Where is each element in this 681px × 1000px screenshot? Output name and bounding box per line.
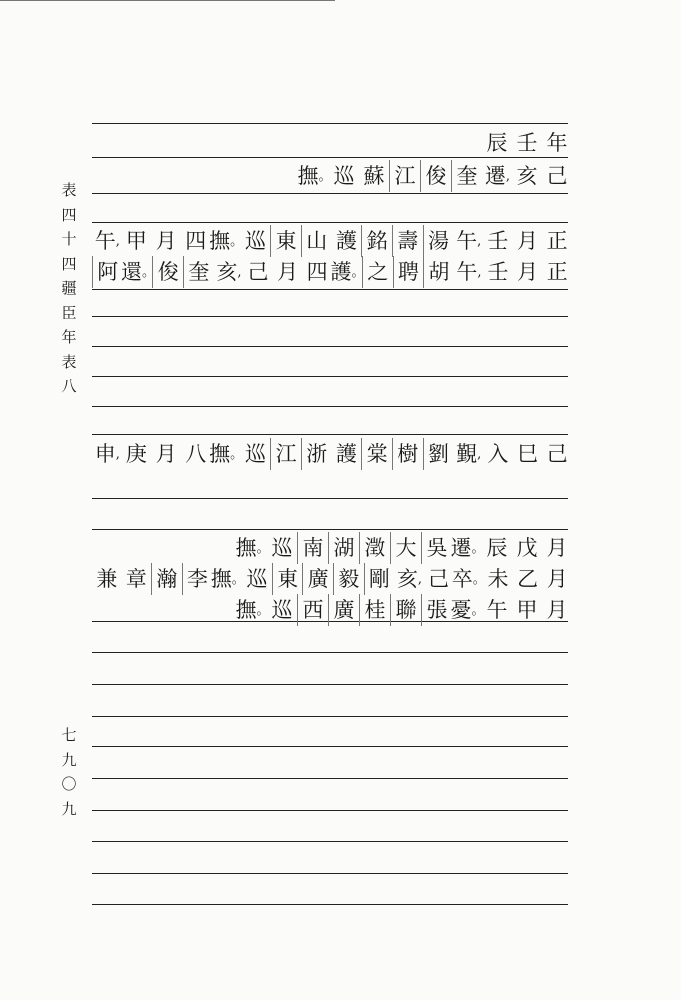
table-cell: 護 。 xyxy=(330,259,364,284)
table-cell: 年 xyxy=(546,130,568,155)
page-number-digit: 七 xyxy=(61,726,77,744)
table-cell: 覲 , xyxy=(456,441,481,466)
table-cell: 大 xyxy=(390,532,421,564)
table-rule xyxy=(92,346,568,347)
table-cell: 兼 xyxy=(96,566,118,591)
table-cell: 遷 , xyxy=(484,163,510,188)
table-cell: 壬 xyxy=(487,228,509,253)
table-cell: 奎 xyxy=(451,160,482,192)
table-cell: 李 xyxy=(182,563,213,595)
table-cell: 月 xyxy=(517,259,539,284)
table-rule xyxy=(92,123,568,124)
table-cell: 甲 xyxy=(516,597,538,622)
table-rule xyxy=(92,778,568,779)
table-cell: 午 , xyxy=(456,259,481,284)
table-cell: 庚 xyxy=(125,441,147,466)
table-cell: 憂 。 xyxy=(450,597,484,622)
table-cell: 樹 xyxy=(392,438,423,470)
table-cell: 八 xyxy=(185,441,207,466)
table-cell: 瀚 xyxy=(151,563,182,595)
table-rule xyxy=(92,289,568,290)
table-cell: 撫 。 xyxy=(209,228,243,253)
table-cell: 壽 xyxy=(392,225,423,257)
table-cell: 俊 xyxy=(152,256,183,288)
table-cell: 劉 xyxy=(423,438,454,470)
table-cell: 遷 。 xyxy=(450,535,484,560)
table-cell: 午 , xyxy=(456,228,481,253)
table-rule xyxy=(92,498,568,499)
table-cell: 剛 xyxy=(364,563,395,595)
table-cell: 西 xyxy=(297,594,328,626)
table-row xyxy=(92,437,572,471)
table-cell: 乙 xyxy=(517,566,539,591)
table-cell: 己 xyxy=(247,259,269,284)
table-cell: 巳 xyxy=(516,441,538,466)
table-cell: 山 xyxy=(301,225,332,257)
margin-title-char: 十 xyxy=(61,230,77,248)
table-rule xyxy=(92,652,568,653)
table-cell: 蘇 xyxy=(363,163,385,188)
table-cell: 月 xyxy=(546,597,568,622)
margin-title-char: 四 xyxy=(61,254,77,273)
table-cell: 入 xyxy=(487,441,509,466)
table-cell: 未 xyxy=(487,566,509,591)
table-row xyxy=(92,562,572,596)
table-row xyxy=(92,255,572,289)
table-cell: 壬 xyxy=(516,130,538,155)
table-rule xyxy=(92,841,568,842)
table-cell: 聯 xyxy=(390,594,421,626)
table-rule xyxy=(92,316,568,317)
table-cell: 壬 xyxy=(487,259,509,284)
table-row xyxy=(92,126,572,160)
top-border-line xyxy=(0,0,335,1)
page-number xyxy=(58,727,80,825)
table-cell: 巡 xyxy=(244,441,266,466)
table-row xyxy=(92,159,572,193)
table-cell: 撫 。 xyxy=(209,441,243,466)
table-cell: 正 xyxy=(546,259,568,284)
table-cell: 東 xyxy=(270,225,301,257)
table-cell: 湯 xyxy=(423,225,454,257)
table-cell: 亥 , xyxy=(396,566,421,591)
table-cell: 午 xyxy=(486,597,508,622)
page-number-digit: 九 xyxy=(61,750,77,769)
table-cell: 之 xyxy=(362,256,393,288)
table-cell: 還 。 xyxy=(120,259,154,284)
table-cell: 張 xyxy=(421,594,452,626)
table-cell: 午 , xyxy=(94,228,119,253)
table-cell: 巡 xyxy=(333,163,355,188)
table-cell: 撫 。 xyxy=(297,163,331,188)
table-cell: 巡 xyxy=(271,597,293,622)
table-cell: 吳 xyxy=(421,532,452,564)
margin-title xyxy=(58,182,80,403)
margin-title-char: 表 xyxy=(61,352,77,371)
table-cell: 東 xyxy=(272,563,303,595)
table-cell: 桂 xyxy=(359,594,390,626)
table-cell: 廣 xyxy=(302,563,333,595)
table-rule xyxy=(92,746,568,747)
table-rule xyxy=(92,222,568,223)
margin-title-char: 表 xyxy=(61,181,77,199)
table-cell: 亥 xyxy=(516,163,538,188)
table-rule xyxy=(92,716,568,717)
table-cell: 撫 。 xyxy=(210,566,244,591)
page-number-digit: 九 xyxy=(61,799,77,818)
margin-title-char: 八 xyxy=(61,377,77,395)
table-cell: 戊 xyxy=(516,535,538,560)
table-cell: 撫 。 xyxy=(235,535,269,560)
table-rule xyxy=(92,684,568,685)
table-cell: 四 xyxy=(306,259,328,284)
table-cell: 月 xyxy=(155,441,177,466)
table-cell: 江 xyxy=(270,438,301,470)
table-cell: 撫 。 xyxy=(235,597,269,622)
table-cell: 聘 xyxy=(393,256,424,288)
table-cell: 奎 xyxy=(183,256,214,288)
table-rule xyxy=(92,529,568,530)
table-cell: 銘 xyxy=(361,225,392,257)
table-cell: 阿 xyxy=(92,256,123,288)
table-cell: 巡 xyxy=(271,535,293,560)
table-cell: 俊 xyxy=(420,160,451,192)
table-cell: 辰 xyxy=(486,535,508,560)
table-cell: 月 xyxy=(277,259,299,284)
margin-title-char: 四 xyxy=(61,205,77,224)
table-rule xyxy=(92,434,568,435)
margin-title-char: 年 xyxy=(61,328,77,346)
table-cell: 卒 。 xyxy=(451,566,485,591)
table-cell: 辰 xyxy=(486,130,508,155)
table-cell: 月 xyxy=(516,228,538,253)
table-cell: 胡 xyxy=(423,256,454,288)
table-cell: 廣 xyxy=(328,594,359,626)
table-cell: 湖 xyxy=(328,532,359,564)
table-cell: 己 xyxy=(546,163,568,188)
table-cell: 巡 xyxy=(246,566,268,591)
table-cell: 月 xyxy=(546,535,568,560)
table-cell: 甲 xyxy=(125,228,147,253)
table-rule xyxy=(92,193,568,194)
table-cell: 棠 xyxy=(361,438,392,470)
table-rule xyxy=(92,406,568,407)
table-cell: 澂 xyxy=(359,532,390,564)
table-cell: 亥 , xyxy=(216,259,241,284)
table-cell: 四 xyxy=(185,228,207,253)
table-cell: 己 xyxy=(546,441,568,466)
table-cell: 南 xyxy=(297,532,328,564)
table-cell: 護 xyxy=(335,441,357,466)
table-cell: 月 xyxy=(546,566,568,591)
table-row xyxy=(92,531,572,565)
table-row xyxy=(92,593,572,627)
table-rule xyxy=(92,873,568,874)
table-cell: 己 xyxy=(427,566,449,591)
table-rule xyxy=(92,376,568,377)
table-cell: 巡 xyxy=(244,228,266,253)
table-row xyxy=(92,224,572,258)
table-cell: 毅 xyxy=(333,563,364,595)
table-cell: 護 xyxy=(335,228,357,253)
table-cell: 月 xyxy=(155,228,177,253)
margin-title-char: 疆 xyxy=(61,279,77,297)
table-cell: 江 xyxy=(389,160,420,192)
table-cell: 申 , xyxy=(94,441,119,466)
table-rule xyxy=(92,810,568,811)
page-number-digit: 〇 xyxy=(61,775,77,793)
table-cell: 正 xyxy=(546,228,568,253)
margin-title-char: 臣 xyxy=(61,303,77,322)
table-rule xyxy=(92,904,568,905)
table-cell: 浙 xyxy=(301,438,332,470)
table-cell: 章 xyxy=(125,566,147,591)
